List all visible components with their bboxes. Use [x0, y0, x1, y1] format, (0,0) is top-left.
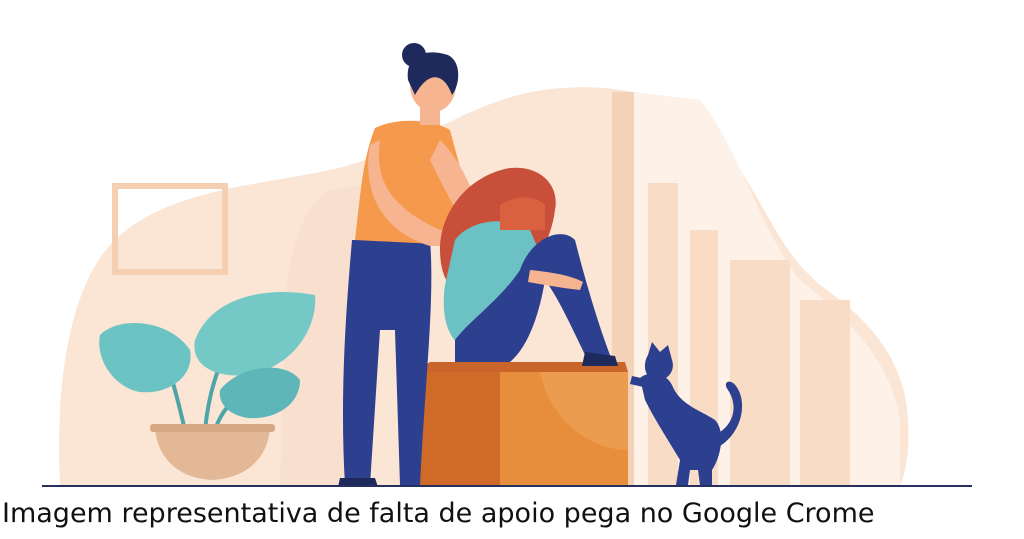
image-caption: Imagem representativa de falta de apoio pega no Google Crome	[2, 498, 875, 529]
hair-bun	[402, 43, 426, 67]
box-seat	[415, 362, 628, 485]
